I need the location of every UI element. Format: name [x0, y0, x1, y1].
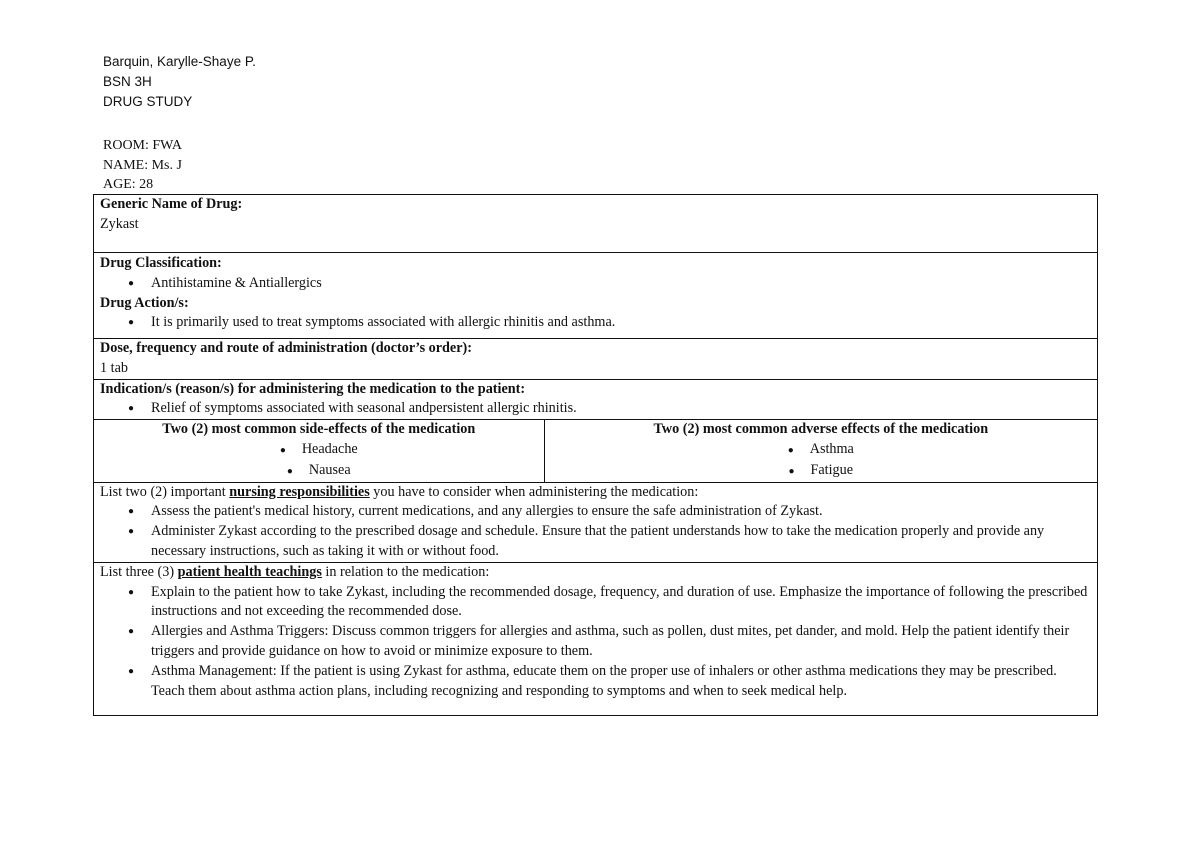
indication-list [100, 399, 1091, 419]
list-item: ● Asthma Management: If the patient is using Zykast for asthma, educate them on the proper use of inhalers or other asthma medications they may be prescribed. Teach them about asthma action plans, including recognizing and responding to symptoms and when to seek medical help. [151, 662, 1091, 702]
list-item: ● Assess the patient's medical history, current medications, and any allergies to ensure the safe administration of Zykast. [151, 502, 1091, 522]
dose-label: Dose, frequency and route of administration (doctor’s order): [100, 340, 472, 356]
side-effects-label: Two (2) most common side-effects of the medication [162, 421, 476, 438]
side-effects-cell [94, 420, 545, 482]
drug-action-label: Drug Action/s: [100, 294, 189, 311]
nursing-row [94, 482, 1098, 562]
student-name: Barquin, Karylle-Shaye P. [103, 54, 256, 69]
adverse-effects-cell [544, 420, 1097, 482]
indication-row [94, 379, 1098, 420]
patient-room: ROOM: FWA [103, 138, 182, 153]
list-item: ● Nausea [100, 461, 538, 482]
classification-row [94, 253, 1098, 339]
adverse-effects-label: Two (2) most common adverse effects of the medication [653, 421, 989, 438]
patient-name: NAME: Ms. J [103, 157, 182, 173]
list-item: ● Antihistamine & Antiallergics [151, 274, 1091, 294]
list-item: ● Headache [100, 440, 538, 461]
list-item: ● Explain to the patient how to take Zykast, including the recommended dosage, frequency, and duration of use. Emphasize the importance of following the prescribed instructions and not exceeding the recommended dose. [151, 583, 1091, 623]
teaching-row [94, 562, 1098, 715]
bullet-icon: ● [787, 444, 794, 456]
list-item: ● Fatigue [551, 461, 1091, 482]
patient-age: AGE: 28 [103, 177, 154, 192]
document-header [103, 52, 256, 112]
nursing-label: List two (2) important nursing responsibilities you have to consider when administering the medication: [100, 483, 699, 500]
drug-study-table [93, 194, 1098, 716]
document-type: DRUG STUDY [103, 94, 193, 109]
generic-name-label: Generic Name of Drug: [100, 196, 243, 212]
effects-row [94, 420, 1098, 482]
bullet-icon: ● [279, 444, 286, 456]
patient-info [103, 136, 182, 195]
classification-list [100, 274, 1091, 294]
list-item: ● Asthma [551, 440, 1091, 461]
nursing-list [100, 502, 1091, 561]
list-item: ● It is primarily used to treat symptoms associated with allergic rhinitis and asthma. [151, 313, 1091, 333]
dose-row [94, 339, 1098, 380]
bullet-icon: ● [286, 465, 293, 477]
generic-name-value: Zykast [100, 215, 139, 232]
bullet-icon: ● [788, 465, 795, 477]
student-section: BSN 3H [103, 74, 152, 89]
teaching-label: List three (3) patient health teachings in relation to the medication: [100, 563, 490, 580]
list-item: ● Allergies and Asthma Triggers: Discuss common triggers for allergies and asthma, such as pollen, dust mites, pet dander, and mold. Help the patient identify their triggers and provide guidance on how to avoid or minimize exposure to them. [151, 622, 1091, 662]
drug-action-list [100, 313, 1091, 333]
list-item: ● Administer Zykast according to the prescribed dosage and schedule. Ensure that the patient understands how to take the medication properly and provide any necessary instructions, such as taking it with or without food. [151, 522, 1091, 562]
indication-label: Indication/s (reason/s) for administering the medication to the patient: [100, 380, 526, 397]
generic-name-row [94, 195, 1098, 253]
list-item: ● Relief of symptoms associated with seasonal andpersistent allergic rhinitis. [151, 399, 1091, 419]
dose-value: 1 tab [100, 359, 128, 376]
teaching-list [100, 583, 1091, 702]
classification-label: Drug Classification: [100, 255, 222, 271]
